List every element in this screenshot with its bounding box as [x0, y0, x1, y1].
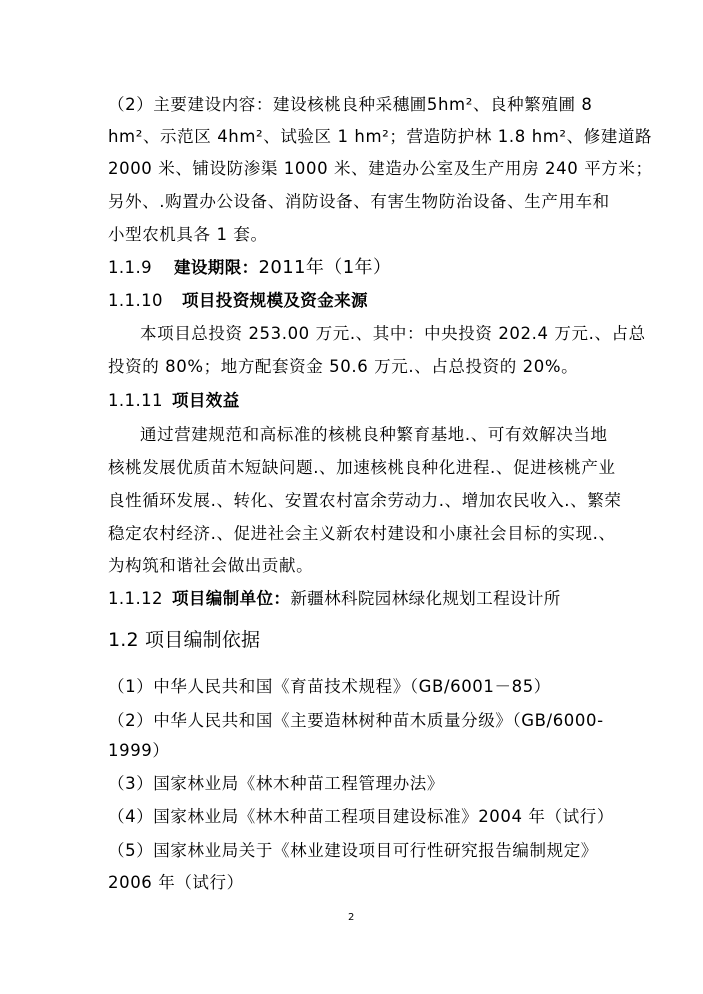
basis-line-5: （4）国家林业局《林木种苗工程项目建设标准》2004 年（试行）	[108, 807, 614, 826]
page-number: 2	[348, 912, 355, 923]
section-1-1-11	[108, 390, 240, 412]
benefit-line-3: 良性循环发展.、转化、安置农村富余劳动力.、增加农民收入.、繁荣	[108, 491, 622, 510]
basis-line-7: 2006 年（试行）	[108, 873, 244, 892]
basis-line-2: （2）中华人民共和国《主要造林树种苗木质量分级》（GB/6000-	[108, 711, 604, 730]
section-1-2-title: 1.2 项目编制依据	[108, 629, 261, 651]
basis-line-3: 1999）	[108, 741, 170, 760]
benefit-line-5: 为构筑和谐社会做出贡献。	[108, 556, 314, 575]
section-number: 1.1.12	[108, 589, 163, 608]
invest-line-1: 本项目总投资 253.00 万元.、其中：中央投资 202.4 万元.、占总	[140, 324, 646, 343]
section-title: 建设期限：	[174, 258, 259, 277]
section-title: 项目投资规模及资金来源	[182, 291, 368, 310]
para2-line-4: 另外、.购置办公设备、消防设备、有害生物防治设备、生产用车和	[108, 192, 610, 211]
para2-line-3: 2000 米、铺设防渗渠 1000 米、建造办公室及生产用房 240 平方米；	[108, 159, 653, 178]
section-number: 1.1.10	[108, 291, 163, 310]
basis-line-4: （3）国家林业局《林木种苗工程管理办法》	[108, 774, 444, 793]
benefit-line-2: 核桃发展优质苗木短缺问题.、加速核桃良种化进程.、促进核桃产业	[108, 458, 616, 477]
para2-line-1: （2）主要建设内容：建设核桃良种采穗圃5hm²、良种繁殖圃 8	[108, 95, 593, 114]
invest-line-2: 投资的 80%；地方配套资金 50.6 万元.、占总投资的 20%。	[108, 357, 579, 376]
section-1-1-10	[108, 290, 368, 312]
benefit-line-1: 通过营建规范和高标准的核桃良种繁育基地.、可有效解决当地	[140, 425, 608, 444]
section-title: 项目效益	[172, 391, 240, 410]
section-1-1-9	[108, 257, 391, 279]
section-text: 新疆林科院园林绿化规划工程设计所	[290, 589, 561, 608]
section-number: 1.1.11	[108, 391, 163, 410]
section-1-1-12	[108, 588, 561, 610]
section-text: 2011年（1年）	[258, 257, 392, 278]
basis-line-6: （5）国家林业局关于《林业建设项目可行性研究报告编制规定》	[108, 841, 598, 860]
para2-line-2: hm²、示范区 4hm²、试验区 1 hm²；营造防护林 1.8 hm²、修建道路	[108, 127, 653, 146]
para2-line-5: 小型农机具各 1 套。	[108, 225, 268, 244]
section-title: 项目编制单位：	[172, 589, 291, 608]
basis-line-1: （1）中华人民共和国《育苗技术规程》（GB/6001－85）	[108, 677, 551, 696]
benefit-line-4: 稳定农村经济.、促进社会主义新农村建设和小康社会目标的实现.、	[108, 524, 616, 543]
section-number: 1.1.9	[108, 258, 152, 277]
